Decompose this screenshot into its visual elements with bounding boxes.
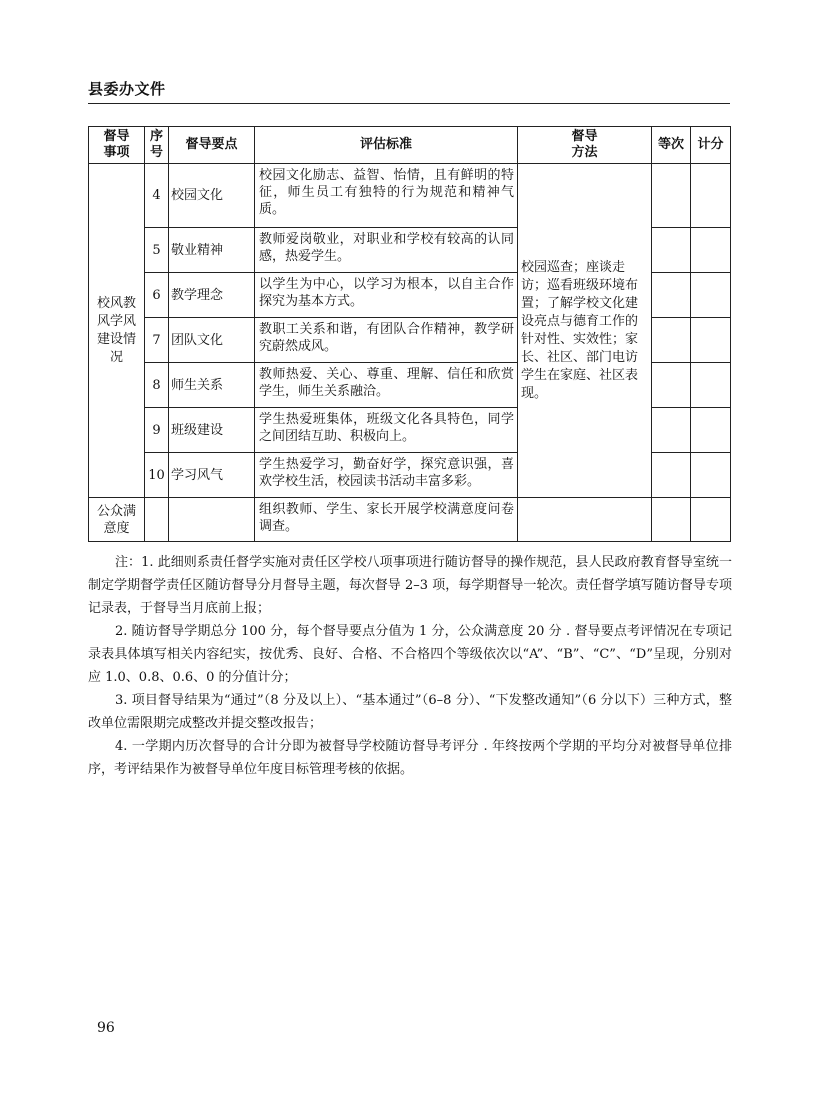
- row-seq: 6: [145, 273, 169, 318]
- satisfaction-seq: [145, 498, 169, 542]
- row-point: 班级建设: [169, 408, 255, 453]
- row-point: 师生关系: [169, 363, 255, 408]
- grade-cell: [652, 228, 691, 273]
- score-cell: [691, 408, 731, 453]
- header-rule: [88, 103, 730, 104]
- running-header: 县委办文件: [88, 80, 166, 98]
- header-item: 督导 事项: [89, 127, 145, 164]
- header-seq: 序 号: [145, 127, 169, 164]
- row-standard: 教师爱岗敬业，对职业和学校有较高的认同感，热爱学生。: [255, 228, 518, 273]
- satisfaction-row: [89, 498, 731, 542]
- row-seq: 5: [145, 228, 169, 273]
- row-point: 教学理念: [169, 273, 255, 318]
- header-grade: 等次: [652, 127, 691, 164]
- group-label: 校风教 风学风 建设情 况: [89, 164, 145, 498]
- row-point: 校园文化: [169, 164, 255, 228]
- row-standard: 校园文化励志、益智、怡情，且有鲜明的特征，师生员工有独特的行为规范和精神气质。: [255, 164, 518, 228]
- supervision-table: [88, 126, 731, 542]
- row-point: 敬业精神: [169, 228, 255, 273]
- row-standard: 教职工关系和谐，有团队合作精神，教学研究蔚然成风。: [255, 318, 518, 363]
- satisfaction-label: 公众满 意度: [89, 498, 145, 542]
- note-paragraph: 注：1. 此细则系责任督学实施对责任区学校八项事项进行随访督导的操作规范，县人民政府教育督导室统一制定学期督学责任区随访督导分月督导主题，每次督导 2–3 项，每学期督导一轮次。责任督学填写随访督导专项记录表，于督导当月底前上报；: [88, 555, 732, 616]
- header-method: 督导 方法: [518, 127, 652, 164]
- score-cell: [691, 498, 731, 542]
- row-standard: 学生热爱班集体，班级文化各具特色，同学之间团结互助、积极向上。: [255, 408, 518, 453]
- grade-cell: [652, 318, 691, 363]
- row-standard: 以学生为中心，以学习为根本，以自主合作探究为基本方式。: [255, 273, 518, 318]
- score-cell: [691, 318, 731, 363]
- satisfaction-standard: 组织教师、学生、家长开展学校满意度问卷调查。: [255, 498, 518, 542]
- row-seq: 8: [145, 363, 169, 408]
- header-point: 督导要点: [169, 127, 255, 164]
- grade-cell: [652, 498, 691, 542]
- grade-cell: [652, 408, 691, 453]
- row-seq: 7: [145, 318, 169, 363]
- row-point: 学习风气: [169, 453, 255, 498]
- header-standard: 评估标准: [255, 127, 518, 164]
- score-cell: [691, 164, 731, 228]
- row-seq: 9: [145, 408, 169, 453]
- note-paragraph: 4. 一学期内历次督导的合计分即为被督导学校随访督导考评分 . 年终按两个学期的平均分对被督导单位排序，考评结果作为被督导单位年度目标管理考核的依据。: [88, 739, 732, 777]
- grade-cell: [652, 164, 691, 228]
- satisfaction-method: [518, 498, 652, 542]
- score-cell: [691, 363, 731, 408]
- method-cell: 校园巡查；座谈走访；巡看班级环境布置；了解学校文化建设亮点与德育工作的针对性、实效性；家长、社区、部门电访学生在家庭、社区表现。: [518, 164, 652, 498]
- row-point: 团队文化: [169, 318, 255, 363]
- row-seq: 10: [145, 453, 169, 498]
- notes-section: [88, 551, 732, 781]
- satisfaction-point: [169, 498, 255, 542]
- score-cell: [691, 273, 731, 318]
- note-paragraph: 3. 项目督导结果为“通过”（8 分及以上）、“基本通过”（6–8 分）、“下发整改通知”（6 分以下）三种方式，整改单位需限期完成整改并提交整改报告；: [88, 693, 732, 731]
- grade-cell: [652, 453, 691, 498]
- page-number: 96: [97, 1020, 115, 1036]
- note-paragraph: 2. 随访督导学期总分 100 分，每个督导要点分值为 1 分，公众满意度 20 分 . 督导要点考评情况在专项记录表具体填写相关内容纪实，按优秀、良好、合格、不合格四个等级依次以“A”、“B”、“C”、“D”呈现，分别对应 1.0、0.8、0.6、0 的分值计分；: [88, 624, 732, 685]
- grade-cell: [652, 363, 691, 408]
- table-header-row: [89, 127, 731, 164]
- row-standard: 学生热爱学习，勤奋好学，探究意识强，喜欢学校生活，校园读书活动丰富多彩。: [255, 453, 518, 498]
- score-cell: [691, 453, 731, 498]
- grade-cell: [652, 273, 691, 318]
- table-row: [89, 164, 731, 228]
- row-seq: 4: [145, 164, 169, 228]
- row-standard: 教师热爱、关心、尊重、理解、信任和欣赏学生，师生关系融洽。: [255, 363, 518, 408]
- header-score: 计分: [691, 127, 731, 164]
- score-cell: [691, 228, 731, 273]
